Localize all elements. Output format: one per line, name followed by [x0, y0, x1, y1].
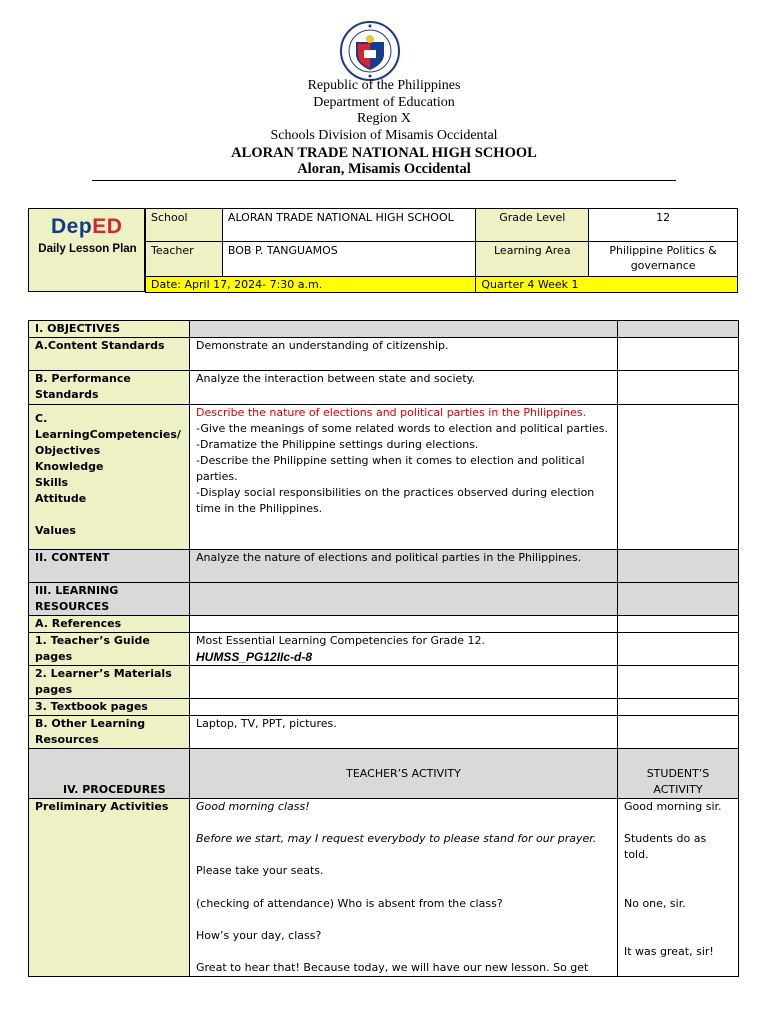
student-line: It was great, sir! [624, 944, 714, 958]
students-activity-heading: STUDENT’S ACTIVITY [618, 749, 739, 799]
references-student [618, 616, 739, 633]
header-divider [92, 180, 676, 181]
deped-seal-logo [331, 20, 409, 82]
student-line: Good morning sir. [624, 800, 722, 813]
objectives-spacer [190, 321, 618, 338]
header-country: Republic of the Philippines [307, 78, 461, 93]
learners-materials-value [190, 666, 618, 699]
learning-resources-spacer [190, 583, 618, 616]
performance-standards-student [618, 371, 739, 405]
objectives-heading: I. OBJECTIVES [29, 321, 190, 338]
learners-materials-student [618, 666, 739, 699]
objectives-spacer-2 [618, 321, 739, 338]
learning-resources-spacer-2 [618, 583, 739, 616]
teachers-guide-student [618, 633, 739, 666]
competency-item: -Describe the Philippine setting when it comes to election and political parties. [196, 454, 585, 483]
student-line: No one, sir. [624, 896, 686, 910]
lesson-info-block [28, 208, 738, 292]
teachers-guide-cell [190, 633, 618, 666]
info-table [145, 208, 738, 293]
teacher-label: Teacher [146, 242, 223, 277]
teacher-value: BOB P. TANGUAMOS [222, 242, 475, 277]
competencies-label-cell [29, 405, 190, 550]
teacher-line: Before we start, may I request everybody to please stand for our prayer. [196, 832, 597, 846]
deped-logo-cell [28, 208, 145, 292]
teacher-line: Great to hear that! Because today, we will have our new lesson. So get [196, 961, 589, 975]
performance-standards-label: B. Performance Standards [29, 371, 190, 405]
references-value [190, 616, 618, 633]
learning-area-value: Philippine Politics & governance [589, 242, 738, 277]
competency-item: -Display social responsibilities on the practices observed during election time in the Philippines. [196, 486, 595, 515]
performance-standards-value: Analyze the interaction between state and society. [190, 371, 618, 405]
date-cell: Date: April 17, 2024- 7:30 a.m. [146, 277, 476, 293]
teacher-line: How’s your day, class? [196, 928, 322, 942]
other-resources-student [618, 716, 739, 749]
school-label: School [146, 209, 223, 242]
deped-logo: DepED [51, 215, 123, 238]
school-value: ALORAN TRADE NATIONAL HIGH SCHOOL [222, 209, 475, 242]
student-activity-cell [618, 799, 739, 977]
learning-resources-label: III. LEARNING RESOURCES [29, 583, 190, 616]
knowledge-label: Knowledge [35, 460, 104, 473]
values-label: Values [35, 524, 76, 537]
header-school-name: ALORAN TRADE NATIONAL HIGH SCHOOL [231, 145, 537, 161]
grade-level-value: 12 [589, 209, 738, 242]
procedures-label: IV. PROCEDURES [29, 749, 190, 799]
teachers-guide-value: Most Essential Learning Competencies for Grade 12. [196, 634, 486, 647]
teachers-activity-heading: TEACHER’S ACTIVITY [190, 749, 618, 799]
teacher-activity-cell [190, 799, 618, 977]
quarter-cell: Quarter 4 Week 1 [476, 277, 738, 293]
content-value: Analyze the nature of elections and political parties in the Philippines. [190, 550, 618, 583]
textbook-pages-student [618, 699, 739, 716]
content-label: II. CONTENT [29, 550, 190, 583]
header-school-address: Aloran, Misamis Occidental [297, 161, 471, 177]
learning-area-label: Learning Area [476, 242, 589, 277]
header-department: Department of Education [313, 95, 455, 110]
content-standards-student [618, 338, 739, 371]
textbook-pages-value [190, 699, 618, 716]
content-standards-value: Demonstrate an understanding of citizenship. [190, 338, 618, 371]
competency-item: -Give the meanings of some related words to election and political parties. [196, 422, 609, 435]
learners-materials-label: 2. Learner’s Materials pages [29, 666, 190, 699]
preliminary-activities-label: Preliminary Activities [29, 799, 190, 977]
attitude-label: Attitude [35, 492, 87, 505]
content-student [618, 550, 739, 583]
teachers-guide-label: 1. Teacher’s Guide pages [29, 633, 190, 666]
competencies-student [618, 405, 739, 550]
competencies-value-cell [190, 405, 618, 550]
competencies-label: C. LearningCompetencies/ Objectives [35, 412, 181, 457]
student-line: Students do as told. [624, 832, 707, 862]
references-label: A. References [29, 616, 190, 633]
teacher-line: Good morning class! [196, 800, 310, 813]
textbook-pages-label: 3. Textbook pages [29, 699, 190, 716]
competency-item: -Dramatize the Philippine settings during elections. [196, 438, 479, 451]
grade-level-label: Grade Level [476, 209, 589, 242]
header-division: Schools Division of Misamis Occidental [270, 128, 498, 143]
header-region: Region X [356, 111, 412, 126]
skills-label: Skills [35, 476, 69, 489]
teacher-line: Please take your seats. [196, 864, 324, 878]
teacher-line: (checking of attendance) Who is absent from the class? [196, 896, 503, 910]
other-resources-value: Laptop, TV, PPT, pictures. [190, 716, 618, 749]
lesson-plan-table [28, 320, 739, 977]
competency-main: Describe the nature of elections and political parties in the Philippines. [196, 406, 587, 419]
content-standards-label: A.Content Standards [29, 338, 190, 371]
other-resources-label: B. Other Learning Resources [29, 716, 190, 749]
dlp-label: Daily Lesson Plan [38, 243, 137, 255]
teachers-guide-code: HUMSS_PG12IIc-d-8 [196, 650, 313, 664]
